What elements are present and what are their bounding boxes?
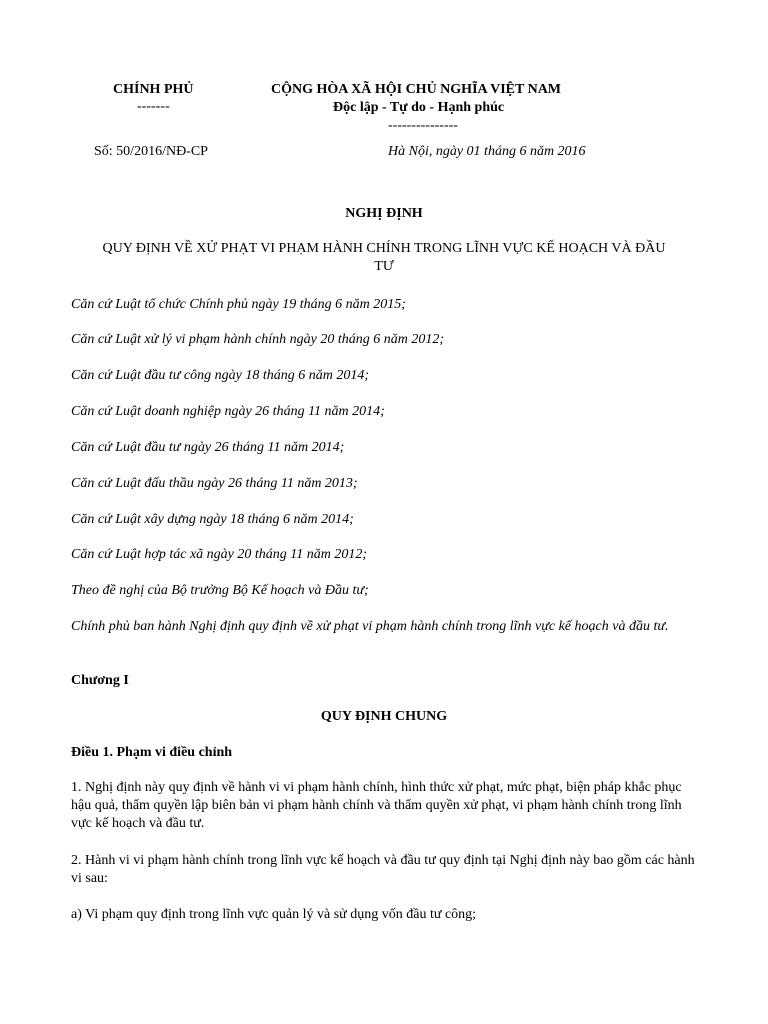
preamble-line: Căn cứ Luật tổ chức Chính phủ ngày 19 tháng 6 năm 2015; bbox=[71, 297, 406, 312]
article-paragraph: 1. Nghị định này quy định về hành vi vi phạm hành chính, hình thức xử phạt, mức phạt, biện pháp khắc phục hậu quả, thẩm quyền lập biên bản vi phạm hành chính và thẩm quyền xử phạt, vi phạm hành chính trong lĩnh vực kế hoạch và đầu tư. bbox=[71, 780, 682, 831]
motto-rule: --------------- bbox=[388, 118, 458, 133]
preamble-line: Căn cứ Luật đầu tư công ngày 18 tháng 6 năm 2014; bbox=[71, 368, 369, 383]
document-title-line2: TƯ bbox=[374, 259, 394, 274]
issuing-agency: CHÍNH PHỦ bbox=[113, 82, 194, 97]
document-type: NGHỊ ĐỊNH bbox=[345, 206, 423, 221]
preamble-line: Căn cứ Luật doanh nghiệp ngày 26 tháng 11 năm 2014; bbox=[71, 404, 385, 419]
chapter-heading: Chương I bbox=[71, 673, 129, 688]
chapter-title: QUY ĐỊNH CHUNG bbox=[320, 709, 448, 724]
preamble-line: Căn cứ Luật đấu thầu ngày 26 tháng 11 năm 2013; bbox=[71, 476, 358, 491]
national-motto: Độc lập - Tự do - Hạnh phúc bbox=[333, 100, 505, 115]
preamble-line: Căn cứ Luật xử lý vi phạm hành chính ngày 20 tháng 6 năm 2012; bbox=[71, 332, 445, 347]
nation-name: CỘNG HÒA XÃ HỘI CHỦ NGHĨA VIỆT NAM bbox=[271, 82, 562, 97]
document-title-line1: QUY ĐỊNH VỀ XỬ PHẠT VI PHẠM HÀNH CHÍNH TRONG LĨNH VỰC KẾ HOẠCH VÀ ĐẦU bbox=[102, 241, 666, 256]
preamble-line: Căn cứ Luật hợp tác xã ngày 20 tháng 11 năm 2012; bbox=[71, 547, 367, 562]
preamble-line: Căn cứ Luật đầu tư ngày 26 tháng 11 năm 2014; bbox=[71, 440, 345, 455]
enactment-clause: Chính phủ ban hành Nghị định quy định về xử phạt vi phạm hành chính trong lĩnh vực kế hoạch và đầu tư. bbox=[71, 619, 669, 634]
preamble-line: Căn cứ Luật xây dựng ngày 18 tháng 6 năm 2014; bbox=[71, 512, 354, 527]
document-number: Số: 50/2016/NĐ-CP bbox=[94, 144, 208, 159]
article-point: a) Vi phạm quy định trong lĩnh vực quản lý và sử dụng vốn đầu tư công; bbox=[71, 907, 477, 922]
preamble-line: Theo đề nghị của Bộ trưởng Bộ Kế hoạch và Đầu tư; bbox=[71, 583, 369, 598]
place-date: Hà Nội, ngày 01 tháng 6 năm 2016 bbox=[388, 144, 586, 159]
article-heading: Điều 1. Phạm vi điều chỉnh bbox=[71, 745, 233, 760]
agency-rule: ------- bbox=[137, 99, 170, 114]
article-paragraph: 2. Hành vi vi phạm hành chính trong lĩnh vực kế hoạch và đầu tư quy định tại Nghị định này bao gồm các hành vi sau: bbox=[71, 853, 695, 886]
